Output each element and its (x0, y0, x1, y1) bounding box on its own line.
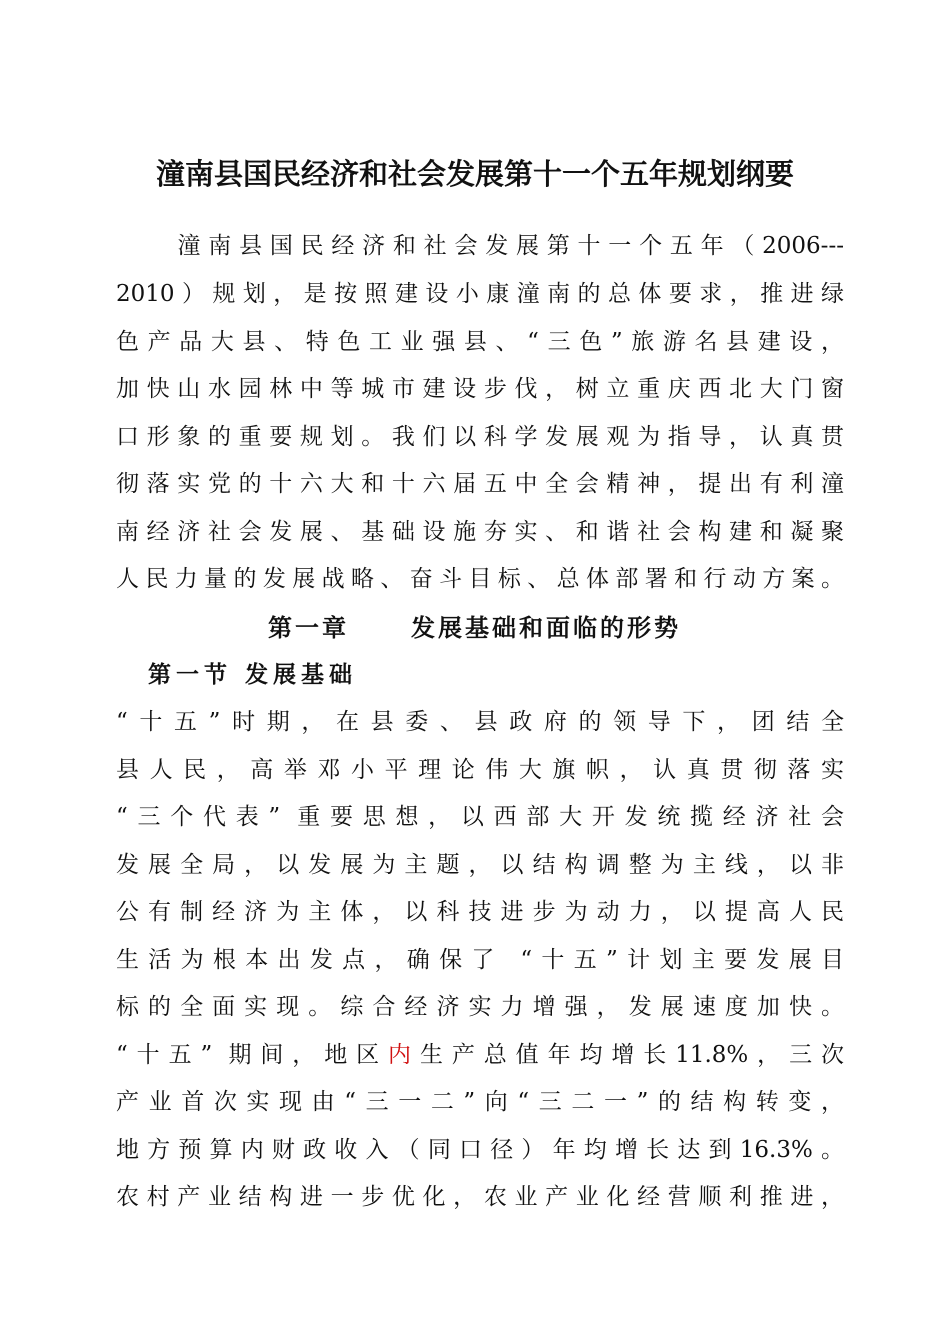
intro-line: 彻落实党的十六大和十六届五中全会精神，提出有利潼 (116, 471, 844, 497)
chapter-title: 发展基础和面临的形势 (411, 614, 681, 642)
intro-line: 2010）规划，是按照建设小康潼南的总体要求，推进绿 (116, 281, 844, 307)
document-title: 潼南县国民经济和社会发展第十一个五年规划纲要 (155, 157, 794, 191)
chapter-number: 第一章 (268, 614, 349, 642)
intro-line: 潼南县国民经济和社会发展第十一个五年（2006--- (116, 233, 844, 259)
body-line: 地方预算内财政收入（同口径）年均增长达到16.3%。 (116, 1137, 844, 1163)
body-line: 标的全面实现。综合经济实力增强，发展速度加快。 (116, 994, 844, 1020)
body-line: 农村产业结构进一步优化，农业产业化经营顺利推进， (116, 1184, 844, 1210)
section-heading: 第一节 发展基础 (148, 662, 358, 688)
intro-line: 色产品大县、特色工业强县、“三色”旅游名县建设， (116, 329, 844, 355)
body-line: 产业首次实现由“三一二”向“三二一”的结构转变， (116, 1089, 844, 1115)
gdp-line (116, 1031, 844, 1079)
highlighted-character: 内 (388, 1042, 420, 1068)
body-line: “十五”时期，在县委、县政府的领导下，团结全 (116, 709, 844, 735)
body-line: 县人民，高举邓小平理论伟大旗帜，认真贯彻落实 (116, 757, 844, 783)
gdp-line-before: “十五” 期间，地区 (116, 1042, 389, 1068)
intro-line: 南经济社会发展、基础设施夯实、和谐社会构建和凝聚 (116, 519, 844, 545)
body-line: 公有制经济为主体，以科技进步为动力，以提高人民 (116, 899, 844, 925)
intro-line: 人民力量的发展战略、奋斗目标、总体部署和行动方案。 (116, 566, 844, 592)
chapter-heading (268, 604, 681, 652)
intro-line: 口形象的重要规划。我们以科学发展观为指导，认真贯 (116, 424, 844, 450)
body-line: “三个代表” 重要思想，以西部大开发统揽经济社会 (116, 804, 844, 830)
gdp-line-after: 生产总值年均增长11.8%，三次 (419, 1042, 845, 1068)
body-line: 生活为根本出发点，确保了 “十五”计划主要发展目 (116, 947, 844, 973)
intro-line: 加快山水园林中等城市建设步伐，树立重庆西北大门窗 (116, 376, 844, 402)
body-line: 发展全局，以发展为主题，以结构调整为主线，以非 (116, 852, 844, 878)
